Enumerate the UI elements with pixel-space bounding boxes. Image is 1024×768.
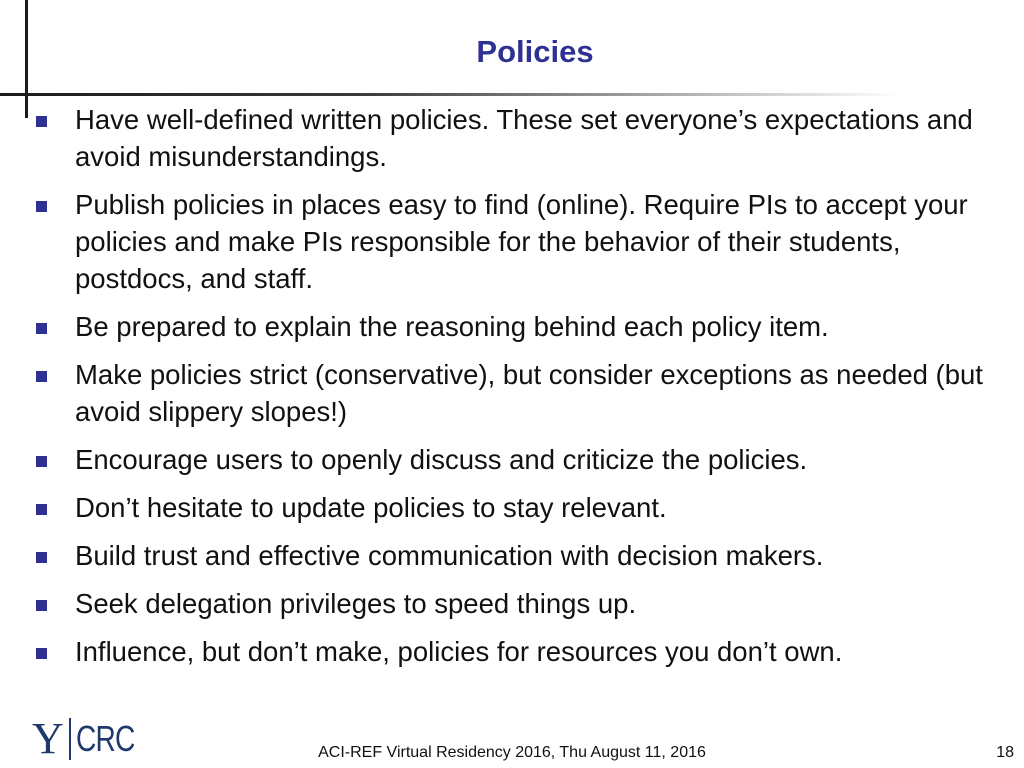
bullet-text: Publish policies in places easy to find (online). Require PIs to accept your policies and make PIs responsible for the behavior of their students, postdocs, and staff. bbox=[75, 189, 968, 294]
bullet-text: Have well-defined written policies. These set everyone’s expectations and avoid misunderstandings. bbox=[75, 104, 973, 172]
decorative-horizontal-line bbox=[0, 93, 900, 96]
bullet-item bbox=[0, 489, 1024, 526]
page-number: 18 bbox=[996, 744, 1014, 761]
square-bullet-icon bbox=[36, 116, 47, 127]
footer-text: ACI-REF Virtual Residency 2016, Thu August 11, 2016 bbox=[318, 744, 706, 761]
bullet-text: Don’t hesitate to update policies to stay relevant. bbox=[75, 492, 667, 523]
bullet-item bbox=[0, 186, 1024, 297]
square-bullet-icon bbox=[36, 600, 47, 611]
square-bullet-icon bbox=[36, 371, 47, 382]
bullet-item bbox=[0, 585, 1024, 622]
bullet-item bbox=[0, 441, 1024, 478]
square-bullet-icon bbox=[36, 201, 47, 212]
bullet-item bbox=[0, 101, 1024, 175]
bullet-text: Build trust and effective communication with decision makers. bbox=[75, 540, 824, 571]
bullet-text: Make policies strict (conservative), but consider exceptions as needed (but avoid slippery slopes!) bbox=[75, 359, 983, 427]
square-bullet-icon bbox=[36, 323, 47, 334]
square-bullet-icon bbox=[36, 552, 47, 563]
bullet-list bbox=[0, 101, 1024, 681]
square-bullet-icon bbox=[36, 504, 47, 515]
bullet-text: Be prepared to explain the reasoning behind each policy item. bbox=[75, 311, 829, 342]
square-bullet-icon bbox=[36, 456, 47, 467]
bullet-text: Influence, but don’t make, policies for resources you don’t own. bbox=[75, 636, 843, 667]
bullet-item bbox=[0, 633, 1024, 670]
bullet-text: Seek delegation privileges to speed things up. bbox=[75, 588, 637, 619]
bullet-text: Encourage users to openly discuss and criticize the policies. bbox=[75, 444, 808, 475]
logo-y-letter: Y bbox=[32, 714, 64, 763]
logo-crc-text: CRC bbox=[75, 718, 135, 759]
bullet-item bbox=[0, 308, 1024, 345]
square-bullet-icon bbox=[36, 648, 47, 659]
bullet-item bbox=[0, 537, 1024, 574]
bullet-item bbox=[0, 356, 1024, 430]
slide-title: Policies bbox=[476, 34, 594, 69]
